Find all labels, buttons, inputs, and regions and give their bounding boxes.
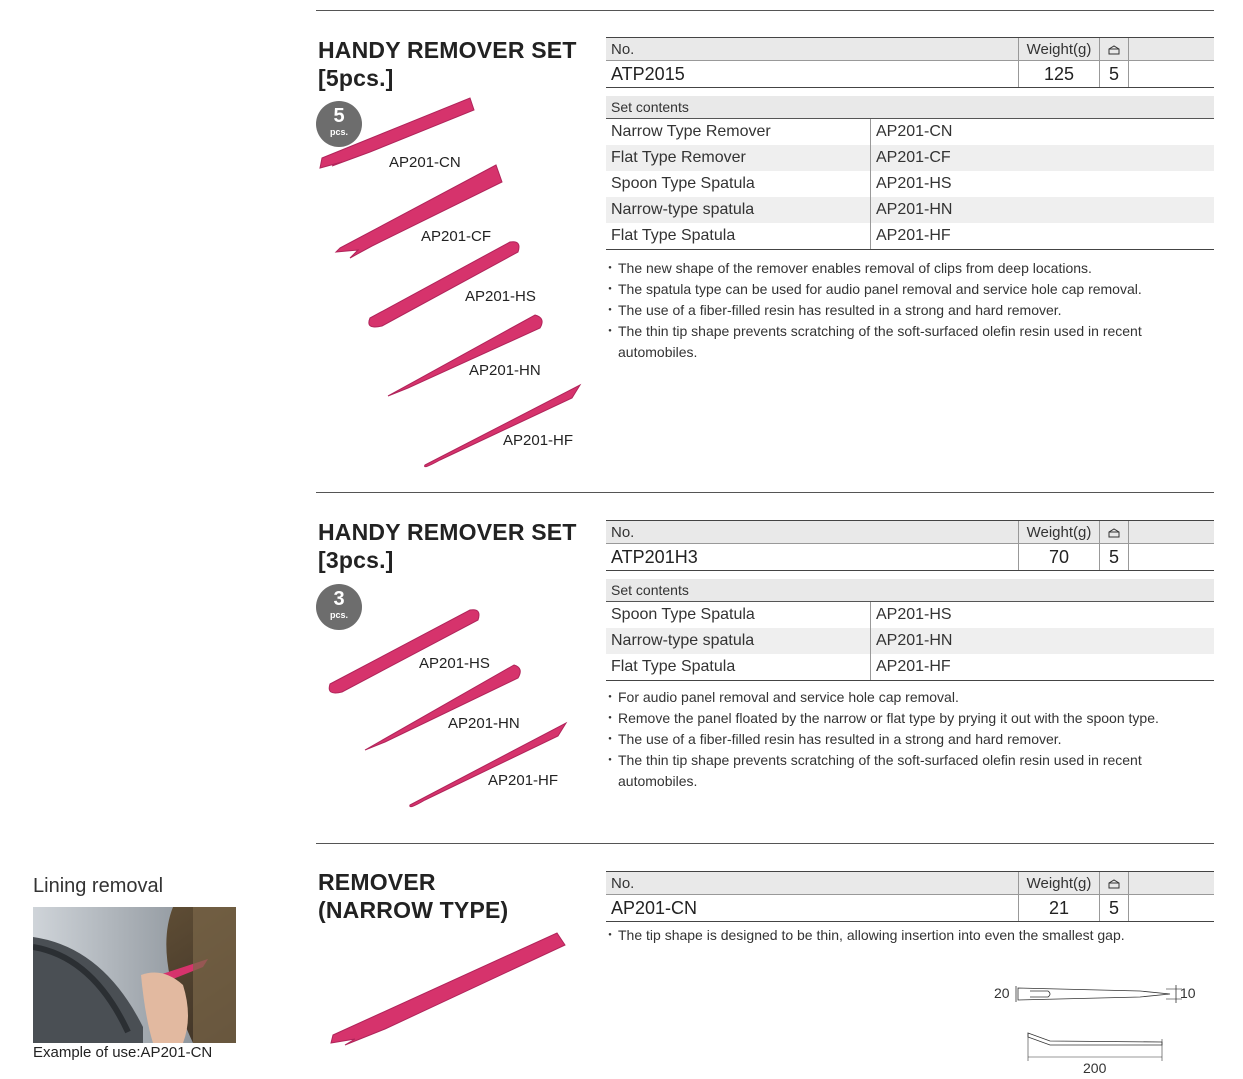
feature-notes: [606, 925, 1206, 946]
content-code: AP201-HS: [871, 171, 1215, 197]
feature-notes: [606, 258, 1206, 363]
content-code: AP201-HF: [871, 654, 1215, 681]
note: ・ The new shape of the remover enables removal of clips from deep locations.: [606, 258, 1206, 279]
pieces-badge: 5 pcs.: [316, 101, 362, 147]
weight-header: Weight(g): [1019, 521, 1100, 544]
note: ・ The use of a fiber-filled resin has resulted in a strong and hard remover.: [606, 300, 1206, 321]
pieces-badge: 3 pcs.: [316, 584, 362, 630]
weight-value: 21: [1019, 895, 1100, 922]
content-code: AP201-HF: [871, 223, 1215, 250]
box-icon: [1100, 872, 1129, 895]
box-icon: [1100, 38, 1129, 61]
note: ・ The thin tip shape prevents scratching of the soft-surfaced olefin resin used in recent automobiles.: [606, 750, 1206, 792]
weight-value: 70: [1019, 544, 1100, 571]
section-title: REMOVER (NARROW TYPE): [318, 869, 509, 923]
content-code: AP201-HN: [871, 197, 1215, 223]
product-illustration: [325, 925, 575, 1050]
set-contents-header: Set contents: [606, 579, 1214, 602]
weight-value: 125: [1019, 61, 1100, 88]
spec-table: [606, 871, 1214, 922]
content-name: Narrow-type spatula: [606, 197, 871, 223]
example-caption: Example of use:AP201-CN: [33, 1044, 213, 1061]
content-name: Flat Type Remover: [606, 145, 871, 171]
note: ・ The spatula type can be used for audio panel removal and service hole cap removal.: [606, 279, 1206, 300]
section-title: HANDY REMOVER SET [3pcs.]: [318, 519, 577, 573]
product-label: AP201-HF: [503, 432, 574, 449]
product-label: AP201-HF: [488, 772, 559, 789]
content-code: AP201-HS: [871, 602, 1215, 629]
qty-value: 5: [1100, 61, 1129, 88]
dimension-label: 20: [994, 985, 1010, 1001]
section-divider: [316, 492, 1214, 493]
product-label: AP201-HN: [469, 362, 541, 379]
qty-value: 5: [1100, 895, 1129, 922]
product-illustration: [310, 90, 590, 475]
example-heading: Lining removal: [33, 875, 164, 897]
set-contents-table: [606, 96, 1214, 250]
section-divider: [316, 843, 1214, 844]
section-title: HANDY REMOVER SET [5pcs.]: [318, 37, 577, 91]
content-name: Spoon Type Spatula: [611, 606, 755, 623]
set-contents-header: Set contents: [606, 96, 1214, 119]
spec-table: [606, 37, 1214, 88]
no-header: No.: [606, 38, 1019, 61]
box-icon: [1100, 521, 1129, 544]
weight-header: Weight(g): [1019, 872, 1100, 895]
feature-notes: [606, 687, 1206, 792]
set-contents-table: [606, 579, 1214, 681]
content-name: Narrow Type Remover: [611, 123, 771, 140]
note: ・ The use of a fiber-filled resin has resulted in a strong and hard remover.: [606, 729, 1206, 750]
note: ・ The thin tip shape prevents scratching of the soft-surfaced olefin resin used in recent automobiles.: [606, 321, 1206, 363]
product-number: ATP201H3: [606, 544, 1019, 571]
note: ・ Remove the panel floated by the narrow or flat type by prying it out with the spoon type.: [606, 708, 1206, 729]
product-label: AP201-CF: [421, 228, 492, 245]
content-name: Flat Type Spatula: [606, 223, 871, 250]
no-header: No.: [606, 521, 1019, 544]
section-divider: [316, 10, 1214, 11]
qty-value: 5: [1100, 544, 1129, 571]
product-number: AP201-CN: [606, 895, 1019, 922]
no-header: No.: [606, 872, 1019, 895]
dimension-label: 10: [1180, 985, 1196, 1001]
content-code: AP201-CN: [871, 119, 1215, 146]
weight-header: Weight(g): [1019, 38, 1100, 61]
content-code: AP201-HN: [871, 628, 1215, 654]
note: ・ For audio panel removal and service hole cap removal.: [606, 687, 1206, 708]
spec-table: [606, 520, 1214, 571]
content-code: AP201-CF: [871, 145, 1215, 171]
product-label: AP201-HN: [448, 715, 520, 732]
content-name: Spoon Type Spatula: [611, 175, 755, 192]
product-number: ATP2015: [606, 61, 1019, 88]
content-name: Flat Type Spatula: [606, 654, 871, 681]
product-label: AP201-CN: [389, 154, 461, 171]
content-name: Narrow-type spatula: [606, 628, 871, 654]
dimension-label: 200: [1083, 1060, 1107, 1076]
note: ・ The tip shape is designed to be thin, allowing insertion into even the smallest gap.: [606, 925, 1206, 946]
product-label: AP201-HS: [465, 288, 536, 305]
example-photo: [33, 907, 236, 1043]
product-label: AP201-HS: [419, 655, 490, 672]
